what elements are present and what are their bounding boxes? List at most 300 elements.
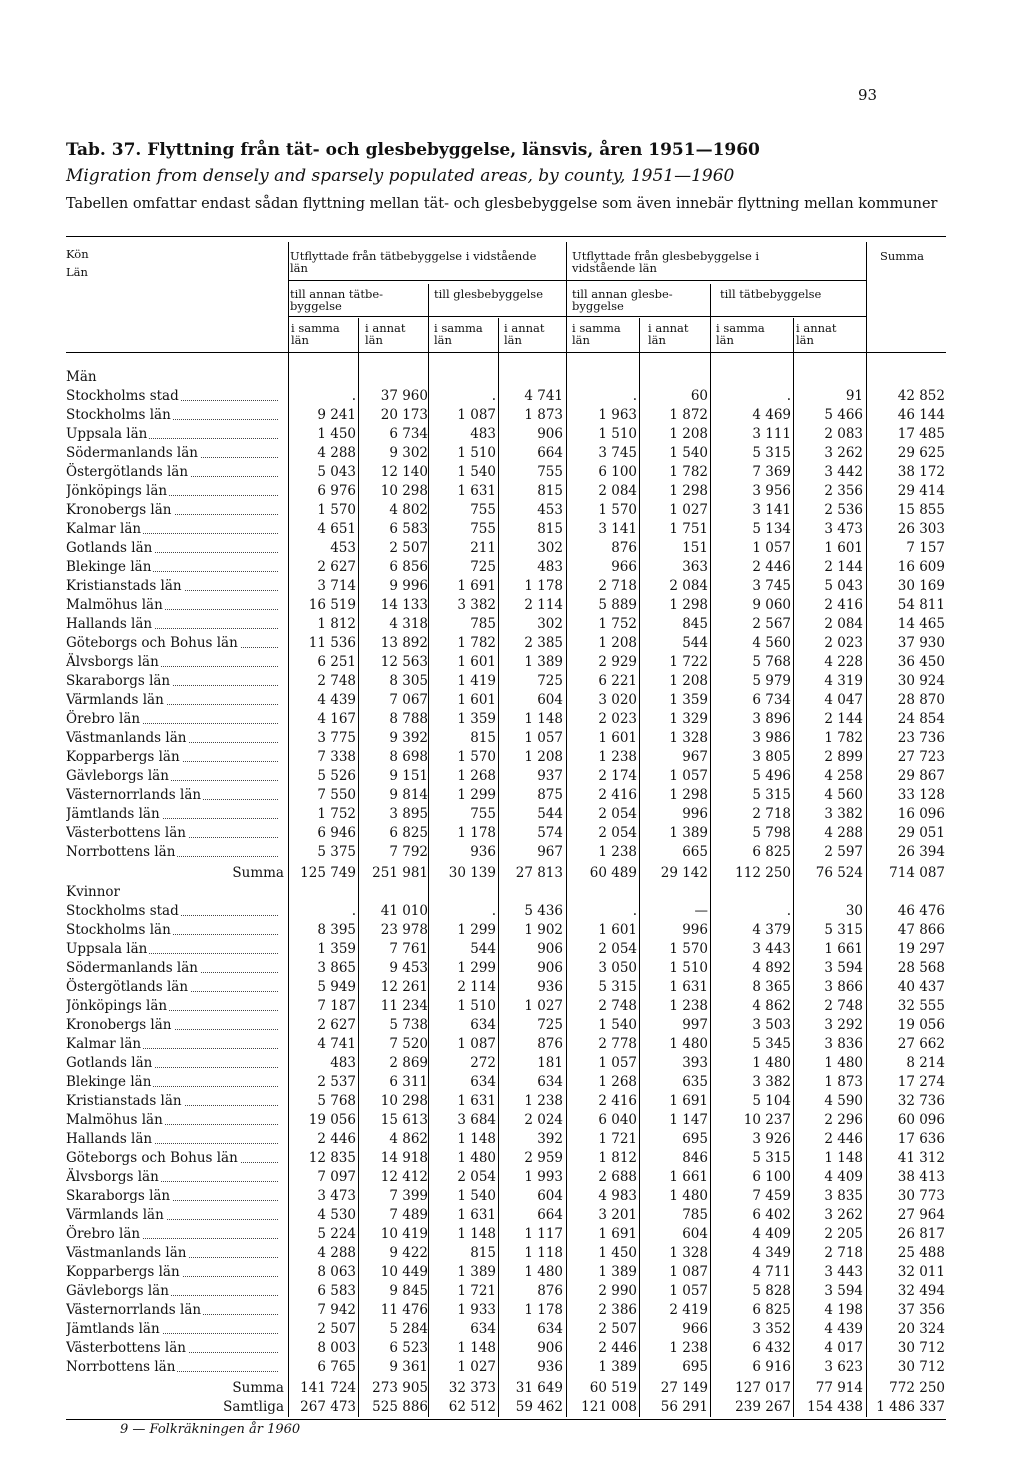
row-label: Stockholms län [66, 922, 171, 938]
cell-value: 211 [470, 540, 496, 556]
cell-value: 6 100 [752, 1169, 791, 1185]
cell-value: 1 027 [669, 502, 708, 518]
cell-value: 1 510 [457, 998, 496, 1014]
cell-value: 3 442 [824, 464, 863, 480]
cell-value: 5 315 [752, 445, 791, 461]
cell-value: 4 047 [824, 692, 863, 708]
cell-value: 7 399 [389, 1188, 428, 1204]
cell-value: . [351, 388, 356, 404]
cell-value: 936 [537, 979, 563, 995]
row-label: Gotlands län [66, 1055, 153, 1071]
cell-value: 4 892 [752, 960, 791, 976]
header-g2b: till tätbebyggelse [720, 287, 822, 301]
cell-value: 32 011 [897, 1264, 945, 1280]
cell-value: 6 523 [389, 1340, 428, 1356]
cell-value: 664 [537, 1207, 563, 1223]
cell-value: 3 443 [752, 941, 791, 957]
cell-value: 1 027 [524, 998, 563, 1014]
cell-value: 2 627 [317, 559, 356, 575]
cell-value: 3 896 [752, 711, 791, 727]
cell-value: 7 489 [389, 1207, 428, 1223]
cell-value: 14 918 [380, 1150, 428, 1166]
cell-value: 9 453 [389, 960, 428, 976]
cell-value: 966 [682, 1321, 708, 1337]
cell-value: 1 722 [669, 654, 708, 670]
table-row [66, 1130, 946, 1149]
cell-value: 2 869 [389, 1055, 428, 1071]
cell-value: 1 812 [317, 616, 356, 632]
cell-value: 1 389 [669, 825, 708, 841]
cell-value: 634 [537, 1321, 563, 1337]
cell-value: 6 583 [317, 1283, 356, 1299]
table-row [66, 558, 946, 577]
header-g1a: till annan tätbe- byggelse [290, 287, 384, 313]
cell-value: 906 [537, 1340, 563, 1356]
cell-value: 1 540 [457, 464, 496, 480]
row-label: Kronobergs län [66, 502, 172, 518]
cell-value: 1 298 [669, 787, 708, 803]
cell-value: 1 238 [669, 1340, 708, 1356]
cell-value: 2 054 [457, 1169, 496, 1185]
cell-value: 4 741 [317, 1036, 356, 1052]
cell-value: 10 237 [743, 1112, 791, 1128]
table-row [66, 691, 946, 710]
cell-value: 1 782 [669, 464, 708, 480]
cell-value: 7 459 [752, 1188, 791, 1204]
cell-value: 1 873 [524, 407, 563, 423]
cell-value: 7 097 [317, 1169, 356, 1185]
cell-value: 1 752 [598, 616, 637, 632]
cell-value: 3 805 [752, 749, 791, 765]
cell-value: 1 238 [669, 998, 708, 1014]
cell-value: 37 930 [897, 635, 945, 651]
cell-value: 6 946 [317, 825, 356, 841]
row-label: Kopparbergs län [66, 1264, 180, 1280]
header-kon: Kön [66, 247, 89, 261]
cell-value: 302 [537, 616, 563, 632]
cell-value: 6 100 [598, 464, 637, 480]
cell-value: 1 691 [669, 1093, 708, 1109]
cell-value: 8 395 [317, 922, 356, 938]
cell-value: 604 [537, 692, 563, 708]
table-title: Tab. 37. Flyttning från tät- och glesbebyggelse, länsvis, åren 1951—1960 [66, 140, 760, 160]
cell-value: 19 056 [897, 1017, 945, 1033]
row-label: Östergötlands län [66, 464, 189, 480]
cell-value: 3 684 [457, 1112, 496, 1128]
cell-value: 27 813 [515, 865, 563, 881]
cell-value: 7 338 [317, 749, 356, 765]
cell-value: 12 261 [380, 979, 428, 995]
table-row [66, 978, 946, 997]
cell-value: 6 251 [317, 654, 356, 670]
cell-value: 3 775 [317, 730, 356, 746]
cell-value: 1 752 [317, 806, 356, 822]
cell-value: 31 649 [515, 1380, 563, 1396]
row-label: Skaraborgs län [66, 673, 171, 689]
cell-value: 544 [470, 941, 496, 957]
cell-value: 121 008 [581, 1399, 637, 1415]
table-row [66, 902, 946, 921]
cell-value: 91 [845, 388, 863, 404]
cell-value: 996 [682, 922, 708, 938]
cell-value: 6 765 [317, 1359, 356, 1375]
cell-value: 525 886 [372, 1399, 428, 1415]
cell-value: 1 782 [824, 730, 863, 746]
row-label: Värmlands län [66, 692, 164, 708]
header-group-tat: Utflyttade från tätbebyggelse i vidstående län [290, 249, 537, 275]
cell-value: 785 [682, 1207, 708, 1223]
cell-value: 604 [682, 1226, 708, 1242]
cell-value: 876 [611, 540, 637, 556]
cell-value: 36 450 [897, 654, 945, 670]
cell-value: 1 268 [598, 1074, 637, 1090]
cell-value: 875 [537, 787, 563, 803]
cell-value: 2 054 [598, 806, 637, 822]
cell-value: 60 [690, 388, 708, 404]
cell-value: 1 902 [524, 922, 563, 938]
cell-value: 544 [537, 806, 563, 822]
cell-value: 8 063 [317, 1264, 356, 1280]
cell-value: 5 224 [317, 1226, 356, 1242]
cell-value: 32 494 [897, 1283, 945, 1299]
row-label: Stockholms stad [66, 388, 179, 404]
row-label: Samtliga [223, 1399, 284, 1415]
row-label: Stockholms stad [66, 903, 179, 919]
cell-value: 1 148 [457, 1340, 496, 1356]
table-row [66, 843, 946, 862]
cell-value: 1 359 [317, 941, 356, 957]
cell-value: 3 745 [598, 445, 637, 461]
cell-value: 2 536 [824, 502, 863, 518]
cell-value: 7 187 [317, 998, 356, 1014]
row-label: Kalmar län [66, 1036, 142, 1052]
cell-value: 112 250 [735, 865, 791, 881]
row-label: Älvsborgs län [66, 1169, 159, 1185]
table-row [66, 634, 946, 653]
table-row [66, 653, 946, 672]
cell-value: 1 359 [669, 692, 708, 708]
section-heading-label: Män [66, 369, 97, 385]
cell-value: . [351, 903, 356, 919]
cell-value: 2 567 [752, 616, 791, 632]
header-summa: Summa [880, 249, 924, 263]
cell-value: 3 986 [752, 730, 791, 746]
cell-value: 1 148 [524, 711, 563, 727]
cell-value: 4 560 [752, 635, 791, 651]
cell-value: 6 402 [752, 1207, 791, 1223]
header-same-lan: i samma län [572, 321, 621, 347]
cell-value: 815 [470, 1245, 496, 1261]
cell-value: 1 238 [598, 749, 637, 765]
cell-value: 37 960 [380, 388, 428, 404]
header-other-lan: i annat län [365, 321, 406, 347]
cell-value: 2 144 [824, 559, 863, 575]
cell-value: 1 510 [669, 960, 708, 976]
table-row [66, 1054, 946, 1073]
cell-value: 7 067 [389, 692, 428, 708]
table-row [66, 805, 946, 824]
cell-value: 1 721 [598, 1131, 637, 1147]
cell-value: 2 054 [598, 825, 637, 841]
cell-value: 6 976 [317, 483, 356, 499]
cell-value: 1 208 [669, 426, 708, 442]
cell-value: 845 [682, 616, 708, 632]
cell-value: 16 609 [897, 559, 945, 575]
cell-value: 997 [682, 1017, 708, 1033]
cell-value: 1 480 [824, 1055, 863, 1071]
cell-value: 19 297 [897, 941, 945, 957]
header-rule [288, 316, 866, 317]
cell-value: 302 [537, 540, 563, 556]
cell-value: 4 349 [752, 1245, 791, 1261]
cell-value: 7 550 [317, 787, 356, 803]
cell-value: 56 291 [660, 1399, 708, 1415]
cell-value: 27 149 [660, 1380, 708, 1396]
cell-value: 634 [470, 1074, 496, 1090]
cell-value: 127 017 [735, 1380, 791, 1396]
bottom-rule [66, 1419, 946, 1420]
cell-value: 1 087 [457, 1036, 496, 1052]
table-row [66, 672, 946, 691]
cell-value: 2 537 [317, 1074, 356, 1090]
cell-value: 5 315 [598, 979, 637, 995]
header-same-lan: i samma län [291, 321, 340, 347]
cell-value: 1 540 [457, 1188, 496, 1204]
row-label: Västernorrlands län [66, 1302, 202, 1318]
cell-value: 16 519 [308, 597, 356, 613]
cell-value: 815 [537, 521, 563, 537]
cell-value: 1 208 [524, 749, 563, 765]
cell-value: 17 274 [897, 1074, 945, 1090]
cell-value: 1 570 [669, 941, 708, 957]
row-label: Västerbottens län [66, 825, 186, 841]
cell-value: 967 [682, 749, 708, 765]
row-label: Blekinge län [66, 1074, 152, 1090]
cell-value: 4 258 [824, 768, 863, 784]
table-row [66, 596, 946, 615]
cell-value: 1 631 [457, 483, 496, 499]
cell-value: 3 382 [752, 1074, 791, 1090]
row-label: Skaraborgs län [66, 1188, 171, 1204]
cell-value: 996 [682, 806, 708, 822]
cell-value: 483 [330, 1055, 356, 1071]
cell-value: 1 751 [669, 521, 708, 537]
cell-value: 3 050 [598, 960, 637, 976]
page-number: 93 [858, 86, 878, 104]
cell-value: 1 359 [457, 711, 496, 727]
cell-value: 2 416 [824, 597, 863, 613]
cell-value: 9 392 [389, 730, 428, 746]
cell-value: 29 051 [897, 825, 945, 841]
cell-value: 3 141 [598, 521, 637, 537]
cell-value: 4 198 [824, 1302, 863, 1318]
row-label: Södermanlands län [66, 960, 198, 976]
cell-value: 3 201 [598, 1207, 637, 1223]
table-row [66, 520, 946, 539]
cell-value: 5 284 [389, 1321, 428, 1337]
cell-value: 11 476 [380, 1302, 428, 1318]
cell-value: 634 [537, 1074, 563, 1090]
cell-value: 725 [537, 1017, 563, 1033]
cell-value: 1 148 [824, 1150, 863, 1166]
cell-value: 1 148 [457, 1226, 496, 1242]
row-label: Kristianstads län [66, 1093, 182, 1109]
cell-value: 785 [470, 616, 496, 632]
cell-value: 6 856 [389, 559, 428, 575]
cell-value: 10 419 [380, 1226, 428, 1242]
cell-value: 1 601 [457, 692, 496, 708]
cell-value: 2 084 [598, 483, 637, 499]
cell-value: 59 462 [515, 1399, 563, 1415]
row-label: Östergötlands län [66, 979, 189, 995]
cell-value: 273 905 [372, 1380, 428, 1396]
cell-value: 37 356 [897, 1302, 945, 1318]
cell-value: 267 473 [300, 1399, 356, 1415]
cell-value: 1 812 [598, 1150, 637, 1166]
cell-value: 6 825 [389, 825, 428, 841]
cell-value: 755 [470, 521, 496, 537]
cell-value: 755 [470, 806, 496, 822]
cell-value: 846 [682, 1150, 708, 1166]
cell-value: . [786, 903, 791, 919]
cell-value: 4 651 [317, 521, 356, 537]
cell-value: 1 419 [457, 673, 496, 689]
cell-value: 1 933 [457, 1302, 496, 1318]
cell-value: 14 465 [897, 616, 945, 632]
row-label: Gävleborgs län [66, 768, 169, 784]
cell-value: . [491, 388, 496, 404]
cell-value: 1 298 [669, 597, 708, 613]
cell-value: 32 555 [897, 998, 945, 1014]
cell-value: 30 712 [897, 1340, 945, 1356]
cell-value: 27 662 [897, 1036, 945, 1052]
cell-value: 876 [537, 1283, 563, 1299]
cell-value: 239 267 [735, 1399, 791, 1415]
cell-value: 30 712 [897, 1359, 945, 1375]
cell-value: 714 087 [889, 865, 945, 881]
cell-value: 3 292 [824, 1017, 863, 1033]
cell-value: 1 510 [598, 426, 637, 442]
cell-value: 1 178 [524, 578, 563, 594]
cell-value: 1 450 [598, 1245, 637, 1261]
cell-value: 10 298 [380, 483, 428, 499]
cell-value: 11 234 [380, 998, 428, 1014]
cell-value: 2 718 [752, 806, 791, 822]
cell-value: 936 [470, 844, 496, 860]
cell-value: 15 855 [897, 502, 945, 518]
cell-value: 1 057 [598, 1055, 637, 1071]
header-same-lan: i samma län [716, 321, 765, 347]
row-label: Göteborgs och Bohus län [66, 1150, 238, 1166]
cell-value: 1 057 [669, 1283, 708, 1299]
cell-value: 2 990 [598, 1283, 637, 1299]
cell-value: 3 835 [824, 1188, 863, 1204]
header-g2a: till annan glesbe- byggelse [572, 287, 673, 313]
cell-value: 46 476 [897, 903, 945, 919]
cell-value: 30 773 [897, 1188, 945, 1204]
cell-value: 4 319 [824, 673, 863, 689]
header-rule [66, 352, 946, 353]
cell-value: 38 172 [897, 464, 945, 480]
cell-value: 5 345 [752, 1036, 791, 1052]
table-row [66, 1111, 946, 1130]
cell-value: 27 964 [897, 1207, 945, 1223]
cell-value: 1 298 [669, 483, 708, 499]
table-row [66, 1168, 946, 1187]
cell-value: 574 [537, 825, 563, 841]
row-label: Göteborgs och Bohus län [66, 635, 238, 651]
cell-value: 46 144 [897, 407, 945, 423]
row-label: Västerbottens län [66, 1340, 186, 1356]
cell-value: 9 845 [389, 1283, 428, 1299]
cell-value: 2 114 [524, 597, 563, 613]
table-row [66, 577, 946, 596]
cell-value: 2 507 [598, 1321, 637, 1337]
cell-value: 12 835 [308, 1150, 356, 1166]
cell-value: 1 450 [317, 426, 356, 442]
cell-value: 2 054 [598, 941, 637, 957]
row-label: Hallands län [66, 616, 153, 632]
cell-value: 1 661 [824, 941, 863, 957]
cell-value: 2 356 [824, 483, 863, 499]
cell-value: 1 389 [524, 654, 563, 670]
cell-value: 1 721 [457, 1283, 496, 1299]
table-row [66, 710, 946, 729]
cell-value: 1 117 [524, 1226, 563, 1242]
cell-value: 4 228 [824, 654, 863, 670]
cell-value: 4 862 [752, 998, 791, 1014]
cell-value: 2 083 [824, 426, 863, 442]
cell-value: 28 870 [897, 692, 945, 708]
cell-value: 2 023 [824, 635, 863, 651]
cell-value: 9 302 [389, 445, 428, 461]
cell-value: 8 698 [389, 749, 428, 765]
row-label: Jönköpings län [66, 483, 168, 499]
cell-value: 1 057 [752, 540, 791, 556]
cell-value: 2 446 [598, 1340, 637, 1356]
cell-value: 393 [682, 1055, 708, 1071]
cell-value: 6 734 [752, 692, 791, 708]
cell-value: 2 778 [598, 1036, 637, 1052]
row-label: Jönköpings län [66, 998, 168, 1014]
cell-value: 695 [682, 1359, 708, 1375]
row-label: Västernorrlands län [66, 787, 202, 803]
cell-value: 363 [682, 559, 708, 575]
table-row [66, 1358, 946, 1377]
row-label: Södermanlands län [66, 445, 198, 461]
row-label: Gotlands län [66, 540, 153, 556]
cell-value: 2 205 [824, 1226, 863, 1242]
cell-value: 7 761 [389, 941, 428, 957]
cell-value: 2 024 [524, 1112, 563, 1128]
cell-value: 3 865 [317, 960, 356, 976]
cell-value: 1 178 [524, 1302, 563, 1318]
cell-value: 9 996 [389, 578, 428, 594]
cell-value: 13 892 [380, 635, 428, 651]
cell-value: 141 724 [300, 1380, 356, 1396]
cell-value: 4 439 [317, 692, 356, 708]
table-row [66, 1035, 946, 1054]
row-label: Värmlands län [66, 1207, 164, 1223]
cell-value: 1 238 [524, 1093, 563, 1109]
row-label: Malmöhus län [66, 1112, 163, 1128]
cell-value: 30 169 [897, 578, 945, 594]
cell-value: 1 118 [524, 1245, 563, 1261]
cell-value: 3 623 [824, 1359, 863, 1375]
cell-value: 76 524 [815, 865, 863, 881]
cell-value: 32 373 [448, 1380, 496, 1396]
cell-value: 33 128 [897, 787, 945, 803]
